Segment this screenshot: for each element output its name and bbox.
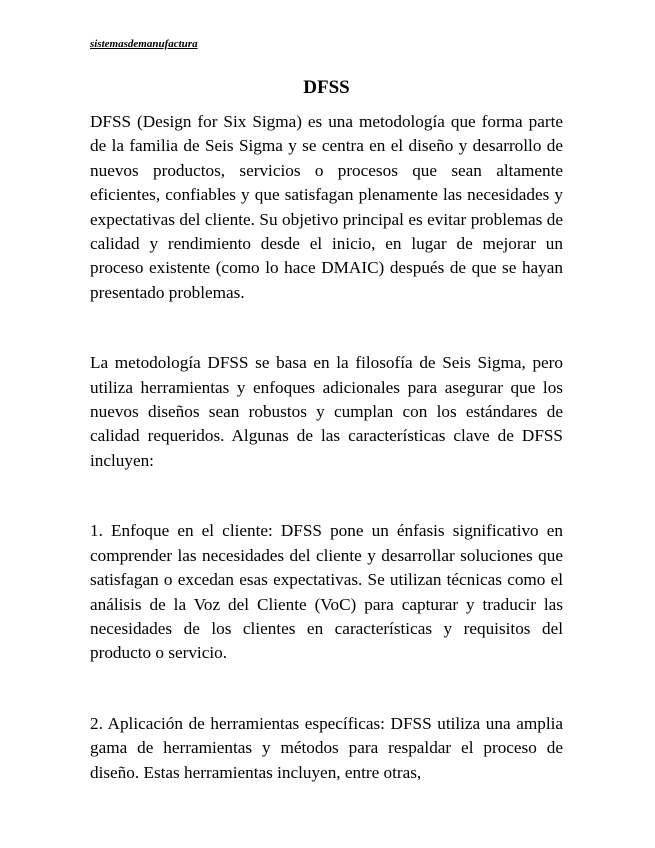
header-note: sistemasdemanufactura: [90, 38, 198, 50]
paragraph-intro: DFSS (Design for Six Sigma) es una metodología que forma parte de la familia de Seis Sigma y se centra en el diseño y desarrollo de nuevos productos, servicios o procesos que sean altamente eficientes, confiables y que satisfagan plenamente las necesidades y expectativas del cliente. Su objetivo principal es evitar problemas de calidad y rendimiento desde el inicio, en lugar de mejorar un proceso existente (como lo hace DMAIC) después de que se hayan presentado problemas.: [90, 112, 563, 302]
page-title: DFSS: [303, 77, 350, 98]
paragraph-customer-focus: 1. Enfoque en el cliente: DFSS pone un énfasis significativo en comprender las necesidades del cliente y desarrollar soluciones que satisfagan o excedan esas expectativas. Se utilizan técnicas como el análisis de la Voz del Cliente (VoC) para capturar y traducir las necesidades de los clientes en características y requisitos del producto o servicio.: [90, 521, 563, 663]
document-page: [90, 36, 563, 785]
paragraph-methodology: La metodología DFSS se basa en la filosofía de Seis Sigma, pero utiliza herramientas y enfoques adicionales para asegurar que los nuevos diseños sean robustos y cumplan con los estándares de calidad requeridos. Algunas de las características clave de DFSS incluyen:: [90, 353, 563, 470]
paragraph-specific-tools: 2. Aplicación de herramientas específicas: DFSS utiliza una amplia gama de herramientas y métodos para respaldar el proceso de diseño. Estas herramientas incluyen, entre otras,: [90, 713, 563, 782]
